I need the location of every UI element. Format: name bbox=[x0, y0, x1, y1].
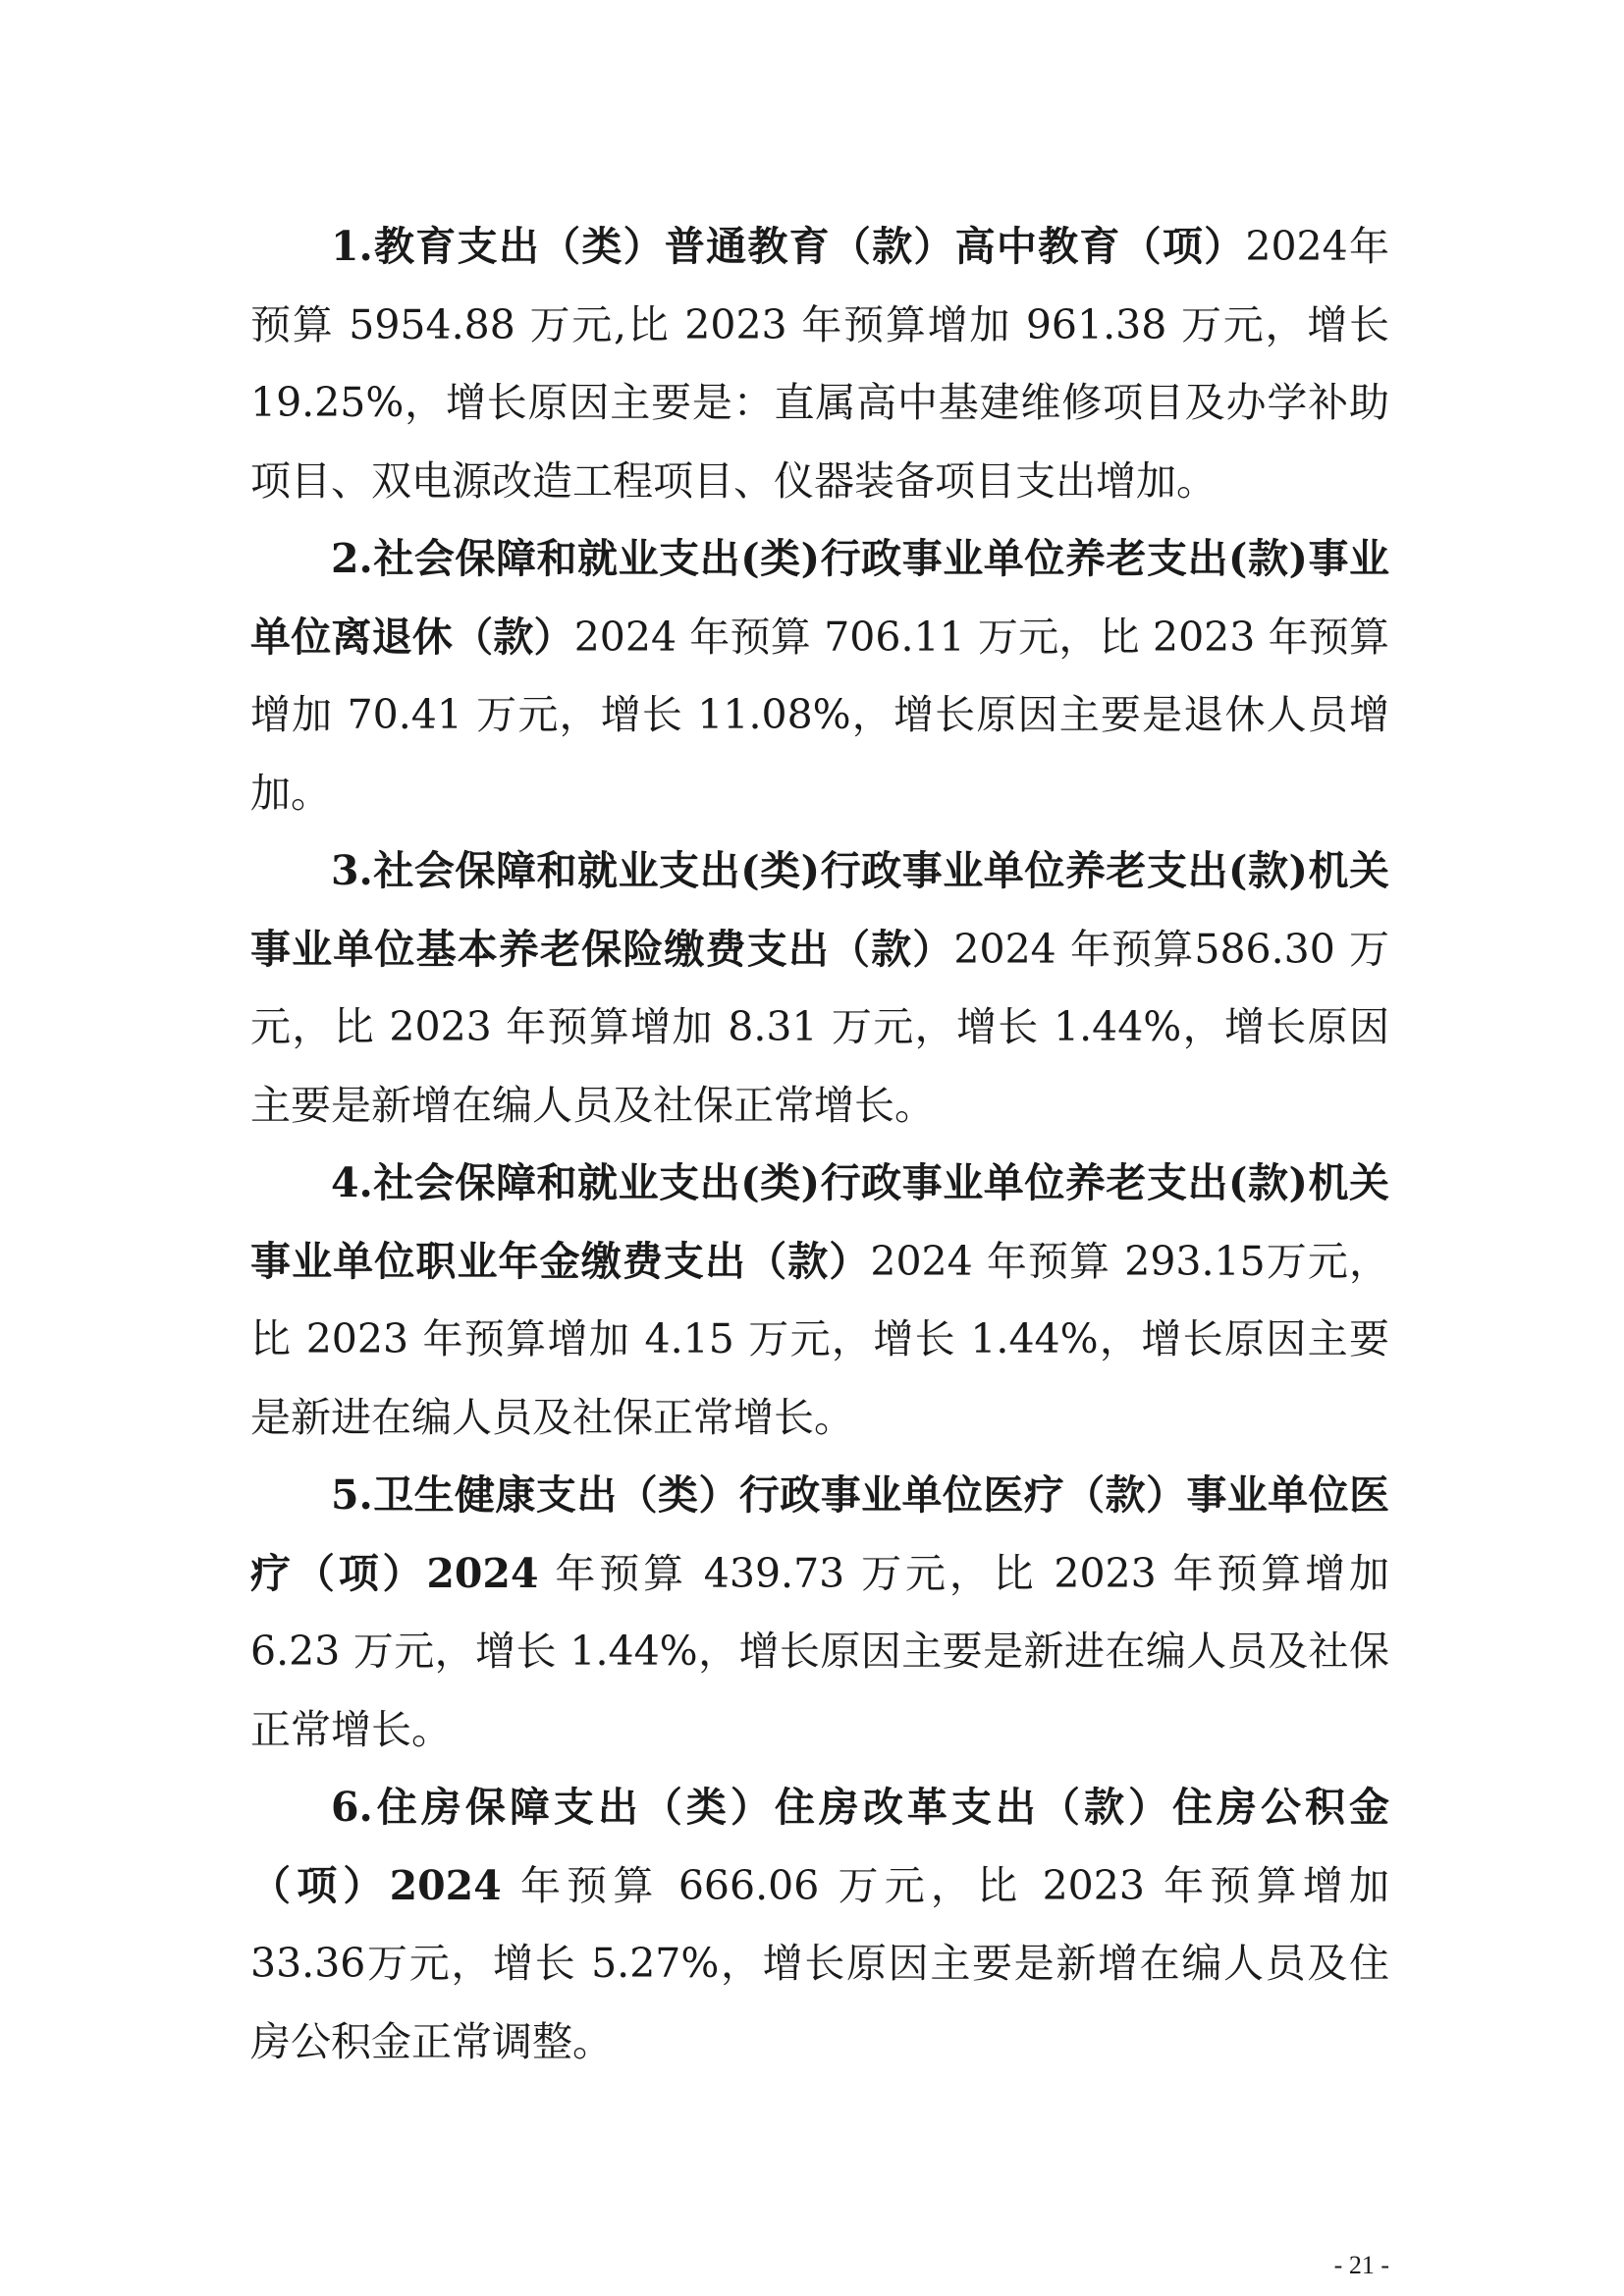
paragraph-6 bbox=[250, 1769, 1389, 2081]
paragraph-5-heading: 5.卫生健康支出（类）行政事业单位医疗（款）事业单位医疗（项）2024 bbox=[250, 1471, 1389, 1597]
paragraph-5 bbox=[250, 1457, 1389, 1769]
paragraph-4 bbox=[250, 1145, 1389, 1457]
paragraph-3-heading: 3.社会保障和就业支出(类)行政事业单位养老支出(款)机关事业单位基本养老保险缴费支出（款） bbox=[250, 847, 1389, 973]
paragraph-1 bbox=[250, 208, 1389, 520]
paragraph-6-heading: 6.住房保障支出（类）住房改革支出（款）住房公积金（项）2024 bbox=[250, 1784, 1389, 1909]
page-number: - 21 - bbox=[1333, 2251, 1389, 2279]
paragraph-2 bbox=[250, 520, 1389, 832]
paragraph-1-body: 2024年预算 5954.88 万元,比 2023 年预算增加 961.38 万元，增长19.25%，增长原因主要是：直属高中基建维修项目及办学补助项目、双电源改造工程项目、仪器装备项目支出增加。 bbox=[250, 223, 1389, 505]
paragraph-4-heading: 4.社会保障和就业支出(类)行政事业单位养老支出(款)机关事业单位职业年金缴费支出（款） bbox=[250, 1159, 1389, 1285]
paragraph-3 bbox=[250, 832, 1389, 1145]
paragraph-6-body: 年预算 666.06 万元，比 2023 年预算增加 33.36万元，增长 5.27%，增长原因主要是新增在编人员及住房公积金正常调整。 bbox=[250, 1861, 1389, 2065]
document-body bbox=[250, 208, 1389, 2081]
paragraph-3-body: 2024 年预算586.30 万元，比 2023 年预算增加 8.31 万元，增长 1.44%，增长原因主要是新增在编人员及社保正常增长。 bbox=[250, 925, 1389, 1129]
paragraph-5-body: 年预算 439.73 万元，比 2023 年预算增加6.23 万元，增长 1.44%，增长原因主要是新进在编人员及社保正常增长。 bbox=[250, 1549, 1389, 1753]
paragraph-2-heading: 2.社会保障和就业支出(类)行政事业单位养老支出(款)事业单位离退休（款） bbox=[250, 535, 1389, 661]
paragraph-2-body: 2024 年预算 706.11 万元，比 2023 年预算增加 70.41 万元，增长 11.08%，增长原因主要是退休人员增加。 bbox=[250, 613, 1390, 817]
paragraph-4-body: 2024 年预算 293.15万元，比 2023 年预算增加 4.15 万元，增长 1.44%，增长原因主要是新进在编人员及社保正常增长。 bbox=[250, 1237, 1389, 1441]
paragraph-1-heading: 1.教育支出（类）普通教育（款）高中教育（项） bbox=[331, 223, 1246, 270]
